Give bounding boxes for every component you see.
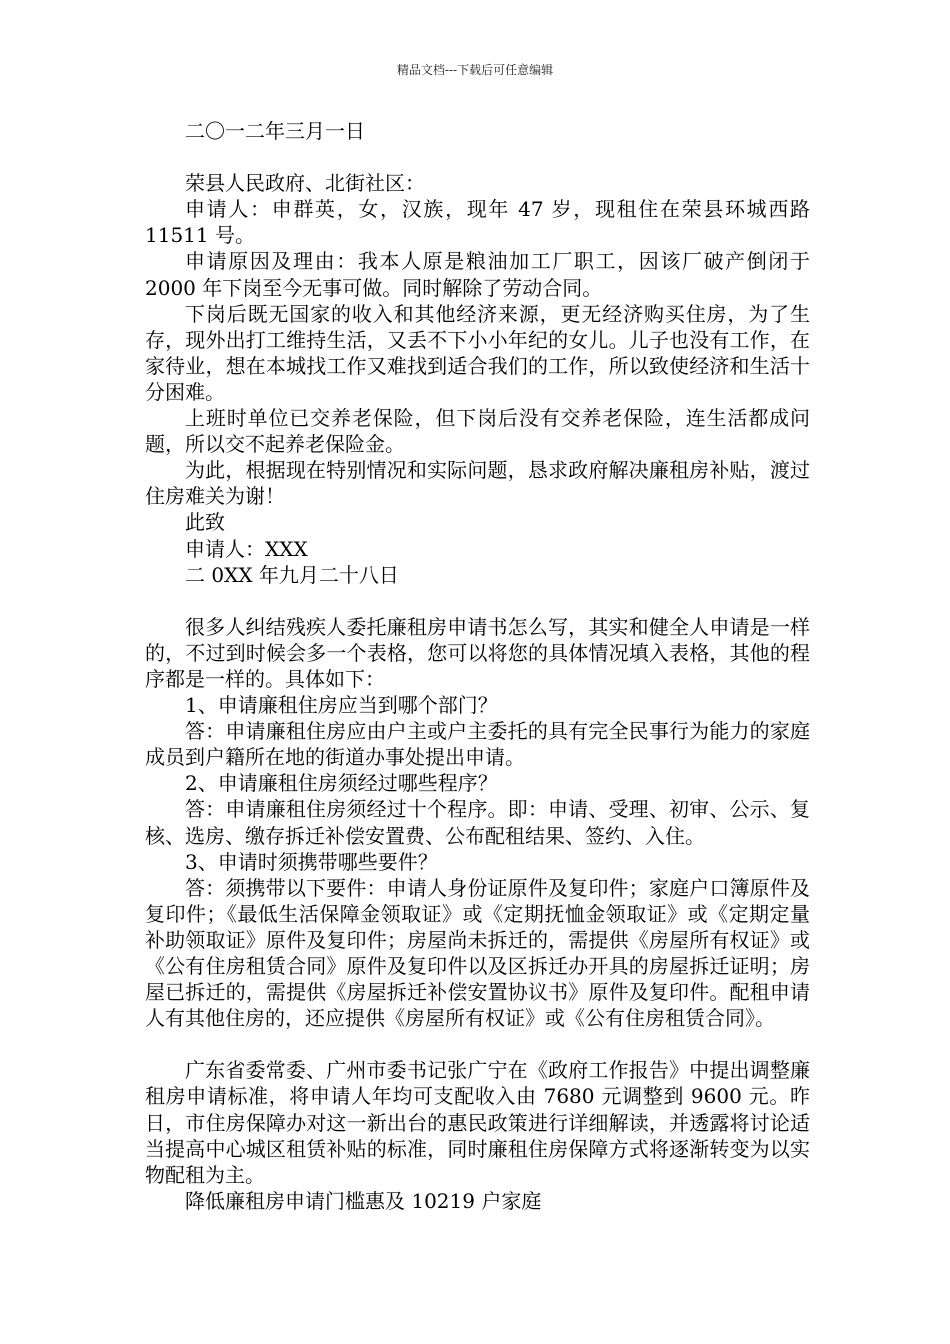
- page-header: 精品文档---下载后可任意编辑: [396, 63, 554, 77]
- news-paragraph: 广东省委常委、广州市委书记张广宁在《政府工作报告》中提出调整廉租房申请标准，将申请人年均可支配收入由 7680 元调整到 9600 元。昨日，市住房保障办对这一新出台的惠民政策进行详细解读，并透露将讨论适当提高中心城区租赁补贴的标准，同时廉租住房保障方式将逐渐转变为以实物配租为主。: [145, 1058, 810, 1187]
- question-1: 1、申请廉租住房应当到哪个部门？: [185, 693, 498, 718]
- document-body: [145, 118, 810, 1214]
- question-2: 2、申请廉租住房须经过哪些程序？: [185, 771, 498, 796]
- subheading: 降低廉租房申请门槛惠及 10219 户家庭: [185, 1188, 542, 1213]
- answer-2: 答：申请廉租住房须经过十个程序。即：申请、受理、初审、公示、复核、选房、缴存拆迁补偿安置费、公布配租结果、签约、入住。: [145, 797, 810, 848]
- spacer: [145, 588, 810, 614]
- answer-3: 答：须携带以下要件：申请人身份证原件及复印件；家庭户口簿原件及复印件；《最低生活保障金领取证》或《定期抚恤金领取证》或《定期定量补助领取证》原件及复印件；房屋尚未拆迁的，需提供《房屋所有权证》或《公有住房租赁合同》原件及复印件以及区拆迁办开具的房屋拆迁证明；房屋已拆迁的，需提供《房屋拆迁补偿安置协议书》原件及复印件。配租申请人有其他住房的，还应提供《房屋所有权证》或《公有住房租赁合同》。: [145, 875, 810, 1031]
- answer-1: 答：申请廉租住房应由户主或户主委托的具有完全民事行为能力的家庭成员到户籍所在地的街道办事处提出申请。: [145, 719, 810, 770]
- intro-paragraph: 很多人纠结残疾人委托廉租房申请书怎么写，其实和健全人申请是一样的，不过到时候会多一个表格，您可以将您的具体情况填入表格，其他的程序都是一样的。具体如下：: [145, 614, 810, 691]
- question-3: 3、申请时须携带哪些要件？: [185, 849, 438, 874]
- reason-paragraph: 申请原因及理由：我本人原是粮油加工厂职工，因该厂破产倒闭于 2000 年下岗至今无事可做。同时解除了劳动合同。: [145, 249, 810, 300]
- applicant-info: 申请人：申群英，女，汉族，现年 47 岁，现租住在荣县环城西路 11511 号。: [145, 197, 810, 248]
- addressee: 荣县人民政府、北街社区：: [185, 171, 425, 196]
- signature: 申请人：XXX: [185, 536, 308, 561]
- spacer: [145, 1031, 810, 1057]
- date-top: 二〇一二年三月一日: [185, 119, 365, 143]
- request-paragraph: 为此，根据现在特别情况和实际问题，恳求政府解决廉租房补贴，渡过住房难关为谢！: [145, 458, 810, 509]
- sign-date: 二 0XX 年九月二十八日: [185, 562, 399, 587]
- pension-paragraph: 上班时单位已交养老保险，但下岗后没有交养老保险，连生活都成问题，所以交不起养老保险金。: [145, 406, 810, 457]
- spacer: [145, 144, 810, 170]
- closing: 此致: [185, 510, 225, 535]
- hardship-paragraph: 下岗后既无国家的收入和其他经济来源，更无经济购买住房，为了生存，现外出打工维持生活，又丢不下小小年纪的女儿。儿子也没有工作，在家待业，想在本城找工作又难找到适合我们的工作，所以致使经济和生活十分困难。: [145, 301, 810, 404]
